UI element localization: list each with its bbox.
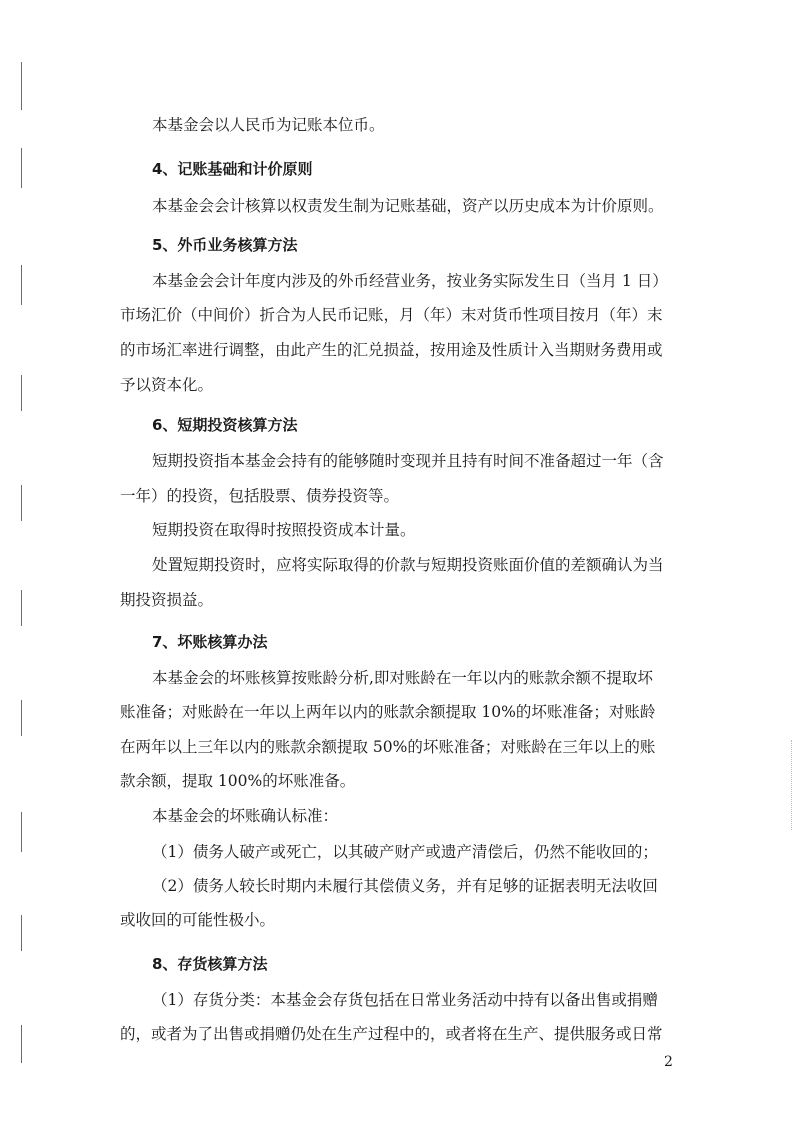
paragraph-line: 短期投资在取得时按照投资成本计量。 bbox=[152, 521, 416, 539]
paragraph-line: （1）存货分类：本基金会存货包括在日常业务活动中持有以备出售或捐赠 bbox=[152, 991, 658, 1009]
section-heading: 8、存货核算方法 bbox=[152, 955, 268, 973]
paragraph-line: 的市场汇率进行调整，由此产生的汇兑损益，按用途及性质计入当期财务费用或 bbox=[120, 341, 663, 359]
paragraph-line: 本基金会会计年度内涉及的外币经营业务，按业务实际发生日（当月 1 日） bbox=[152, 272, 668, 290]
scan-edge-mark bbox=[21, 700, 22, 736]
scan-edge-mark bbox=[21, 265, 22, 305]
paragraph-line: 予以资本化。 bbox=[120, 376, 214, 394]
paragraph-line: 本基金会的坏账核算按账龄分析,即对账龄在一年以内的账款余额不提取坏 bbox=[152, 669, 653, 687]
paragraph-line: 期投资损益。 bbox=[120, 591, 214, 609]
paragraph-line: 的，或者为了出售或捐赠仍处在生产过程中的，或者将在生产、提供服务或日常 bbox=[120, 1025, 663, 1043]
section-heading: 5、外币业务核算方法 bbox=[152, 236, 298, 254]
paragraph-line: 本基金会的坏账确认标准： bbox=[152, 807, 339, 825]
paragraph-line: 一年）的投资，包括股票、债券投资等。 bbox=[120, 487, 400, 505]
paragraph-line: 款余额，提取 100%的坏账准备。 bbox=[120, 772, 356, 790]
paragraph-line: （1）债务人破产或死亡，以其破产财产或遗产清偿后，仍然不能收回的； bbox=[152, 843, 658, 861]
section-heading: 6、短期投资核算方法 bbox=[152, 416, 298, 434]
scan-edge-mark bbox=[21, 1025, 22, 1063]
paragraph-line: 短期投资指本基金会持有的能够随时变现并且持有时间不准备超过一年（含 bbox=[152, 452, 664, 470]
section-heading: 7、坏账核算办法 bbox=[152, 633, 268, 651]
scan-edge-mark bbox=[21, 812, 22, 852]
paragraph-line: 本基金会会计核算以权责发生制为记账基础，资产以历史成本为计价原则。 bbox=[152, 197, 664, 215]
paragraph-line: 账准备；对账龄在一年以上两年以内的账款余额提取 10%的坏账准备；对账龄 bbox=[120, 703, 656, 721]
scan-edge-mark bbox=[21, 485, 22, 521]
scan-edge-mark bbox=[21, 62, 22, 110]
scan-edge-mark bbox=[21, 590, 22, 626]
paragraph-line: 本基金会以人民币为记账本位币。 bbox=[152, 116, 385, 134]
scan-edge-mark bbox=[21, 148, 22, 188]
paragraph-line: 市场汇价（中间价）折合为人民币记账，月（年）末对货币性项目按月（年）末 bbox=[120, 306, 663, 324]
paragraph-line: 在两年以上三年以内的账款余额提取 50%的坏账准备；对账龄在三年以上的账 bbox=[120, 738, 656, 756]
paragraph-line: 处置短期投资时，应将实际取得的价款与短期投资账面价值的差额确认为当 bbox=[152, 556, 664, 574]
page-number: 2 bbox=[664, 1054, 673, 1070]
scan-edge-mark bbox=[21, 915, 22, 951]
scan-edge-mark bbox=[21, 375, 22, 411]
section-heading: 4、记账基础和计价原则 bbox=[152, 160, 313, 178]
paragraph-line: 或收回的可能性极小。 bbox=[120, 911, 276, 929]
paragraph-line: （2）债务人较长时期内未履行其偿债义务，并有足够的证据表明无法收回 bbox=[152, 877, 658, 895]
